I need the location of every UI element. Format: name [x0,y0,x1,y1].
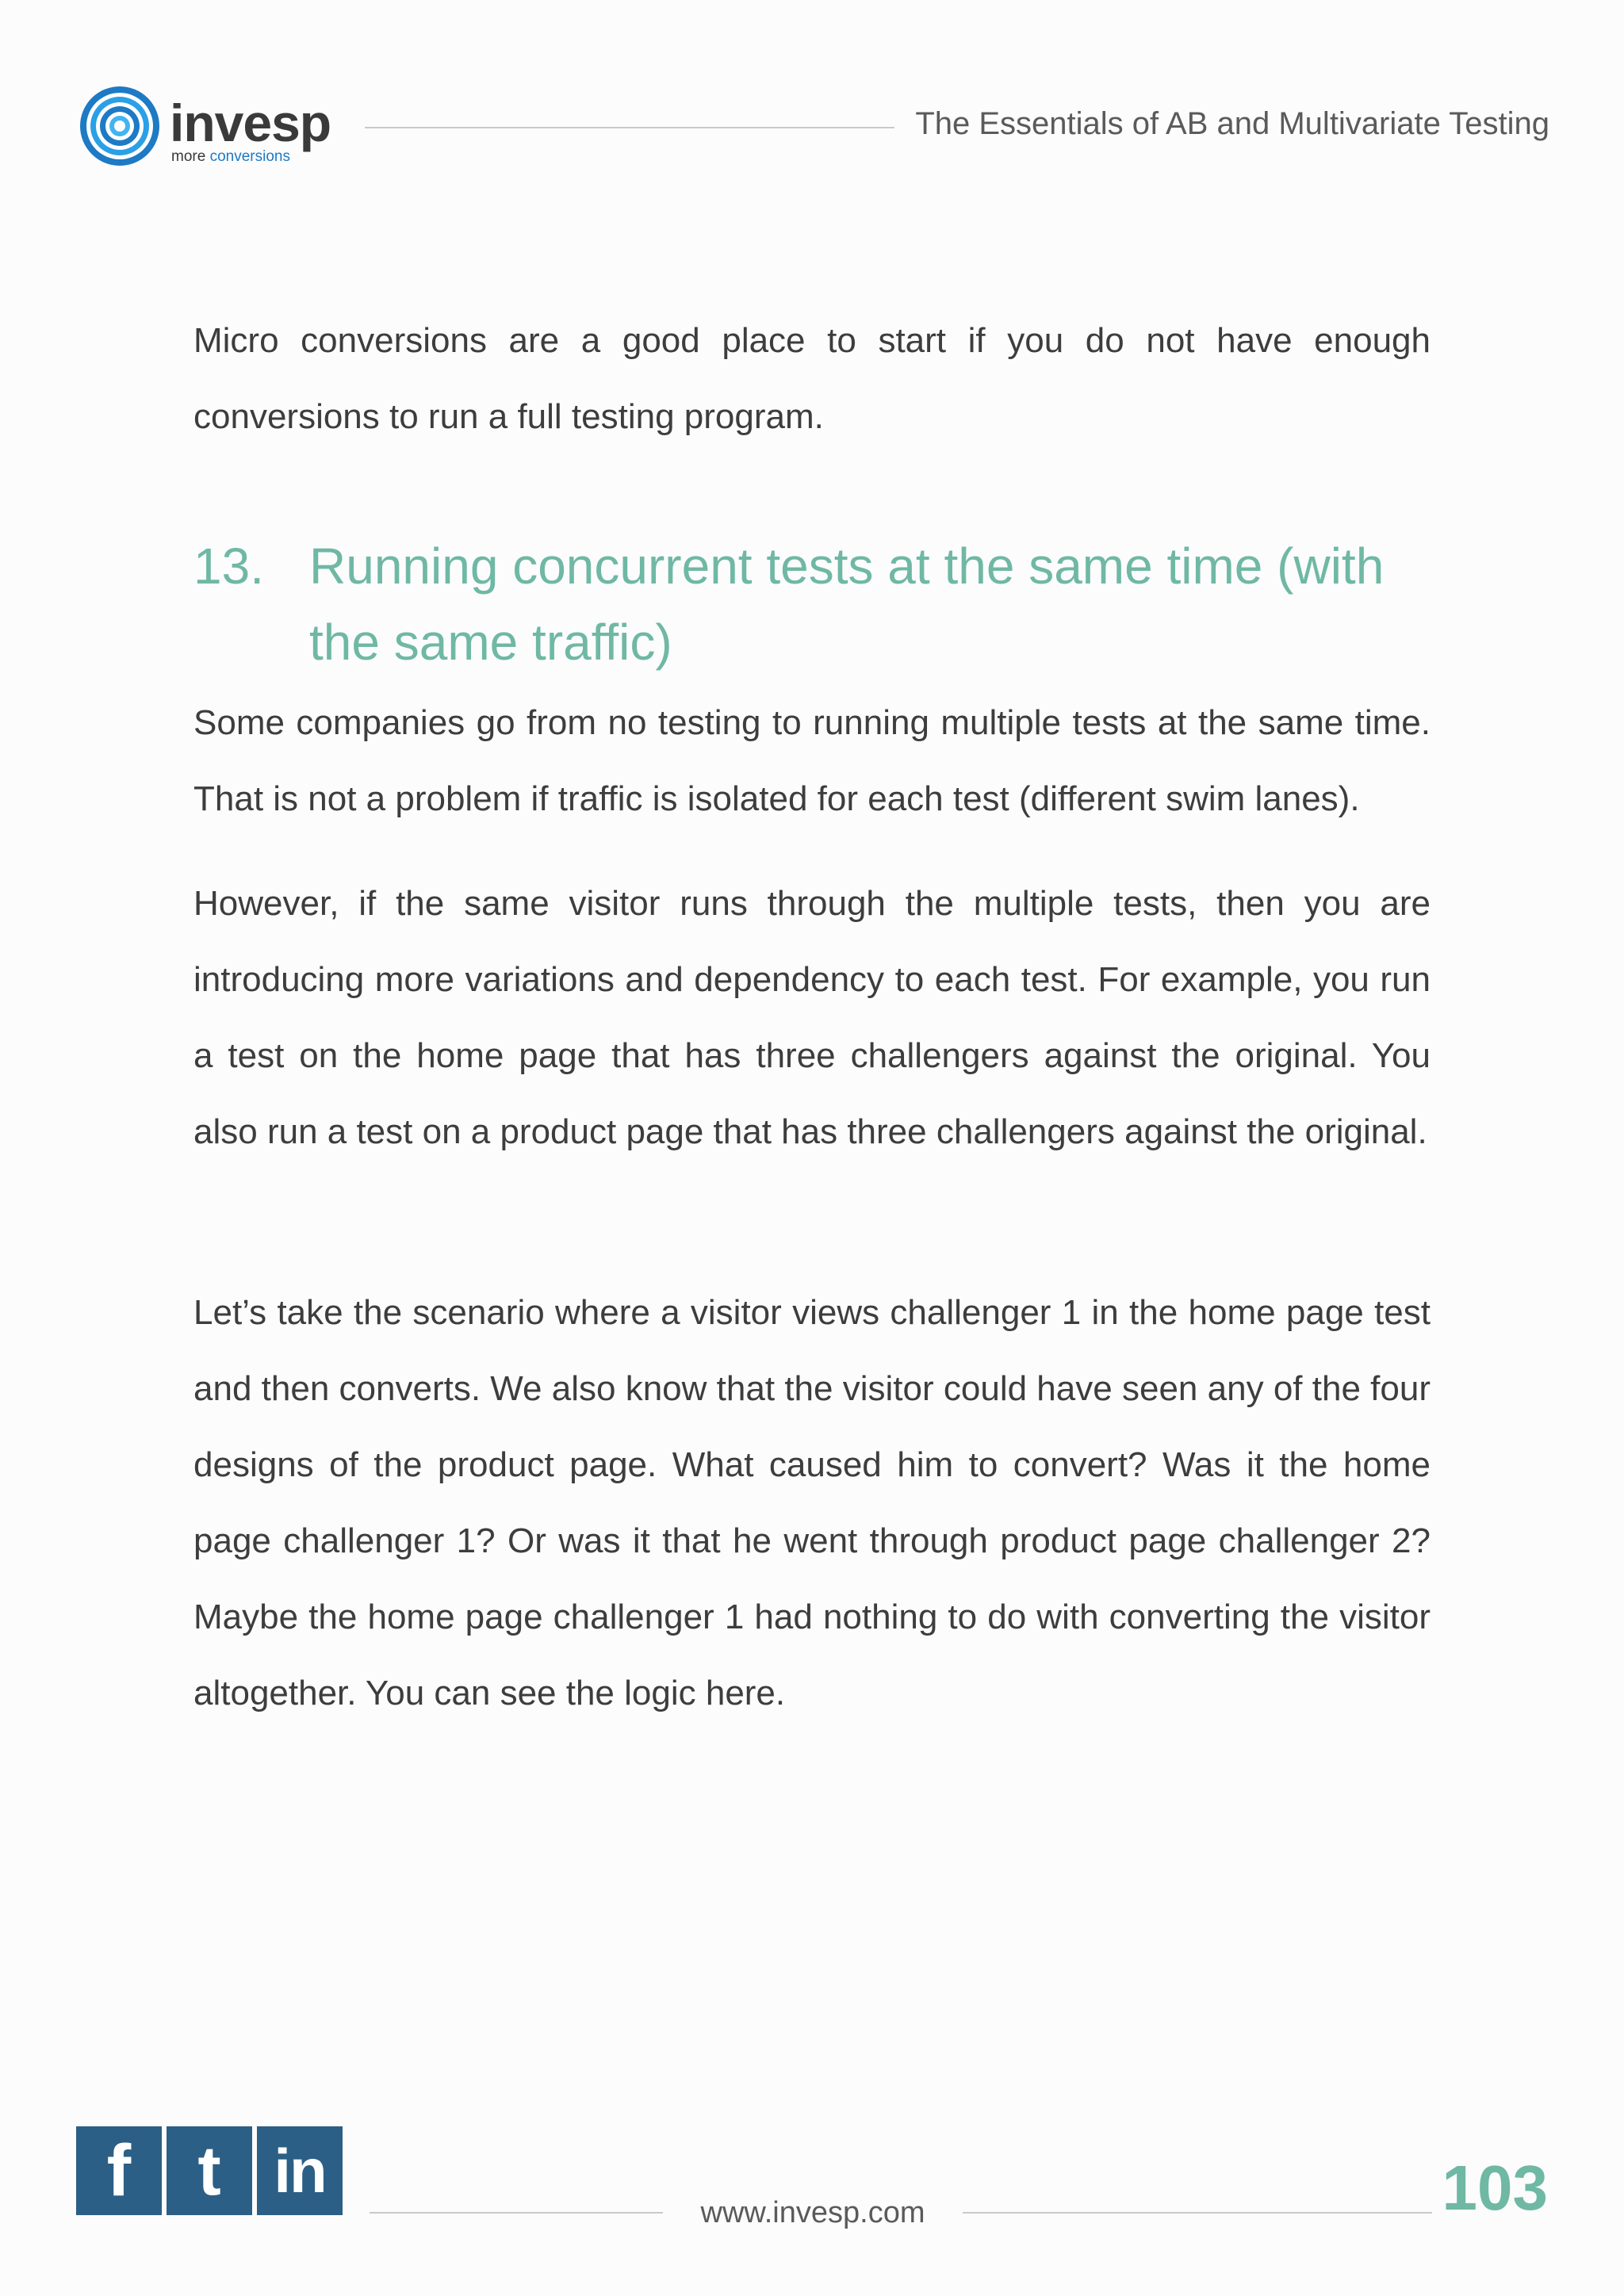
footer-divider-right [963,2212,1432,2214]
logo-tagline-highlight: conversions [209,148,290,165]
facebook-icon[interactable] [76,2126,162,2215]
logo-tagline-prefix: more [171,148,206,165]
logo-rings-icon [76,82,163,170]
logo-wordmark: invesp [170,94,331,152]
linkedin-icon[interactable] [257,2126,343,2215]
footer-divider-left [370,2212,663,2214]
footer-url-link[interactable]: www.invesp.com [700,2196,925,2229]
section-title: Running concurrent tests at the same time (with the same traffic) [309,538,1385,671]
facebook-glyph: f [106,2130,132,2211]
document-title: The Essentials of AB and Multivariate Testing [915,106,1549,141]
twitter-glyph: t [197,2131,221,2210]
social-links [76,2126,343,2215]
logo-tagline [171,149,290,164]
intro-paragraph: Micro conversions are a good place to start if you do not have enough conversions to run a full testing program. [193,321,1431,436]
twitter-icon[interactable] [167,2126,252,2215]
invesp-logo[interactable] [76,82,346,178]
body-paragraph: Some companies go from no testing to running multiple tests at the same time. That is not a problem if traffic is isolated for each test (different swim lanes). [193,703,1431,818]
page-number: 103 [1442,2152,1548,2223]
header-divider [365,127,894,128]
body-paragraph: However, if the same visitor runs through the multiple tests, then you are introducing more variations and dependency to each test. For example, you run a test on the home page that has three challengers against the original. You also run a test on a product page that has three challengers against the original. [193,884,1431,1151]
section-number: 13. [193,538,264,595]
body-paragraph: Let’s take the scenario where a visitor views challenger 1 in the home page test and then converts. We also know that the visitor could have seen any of the four designs of the product page. What caused him to convert? Was it the home page challenger 1? Or was it that he went through product page challenger 2? Maybe the home page challenger 1 had nothing to do with converting the visitor altogether. You can see the logic here. [193,1293,1431,1712]
linkedin-glyph: in [274,2136,326,2206]
